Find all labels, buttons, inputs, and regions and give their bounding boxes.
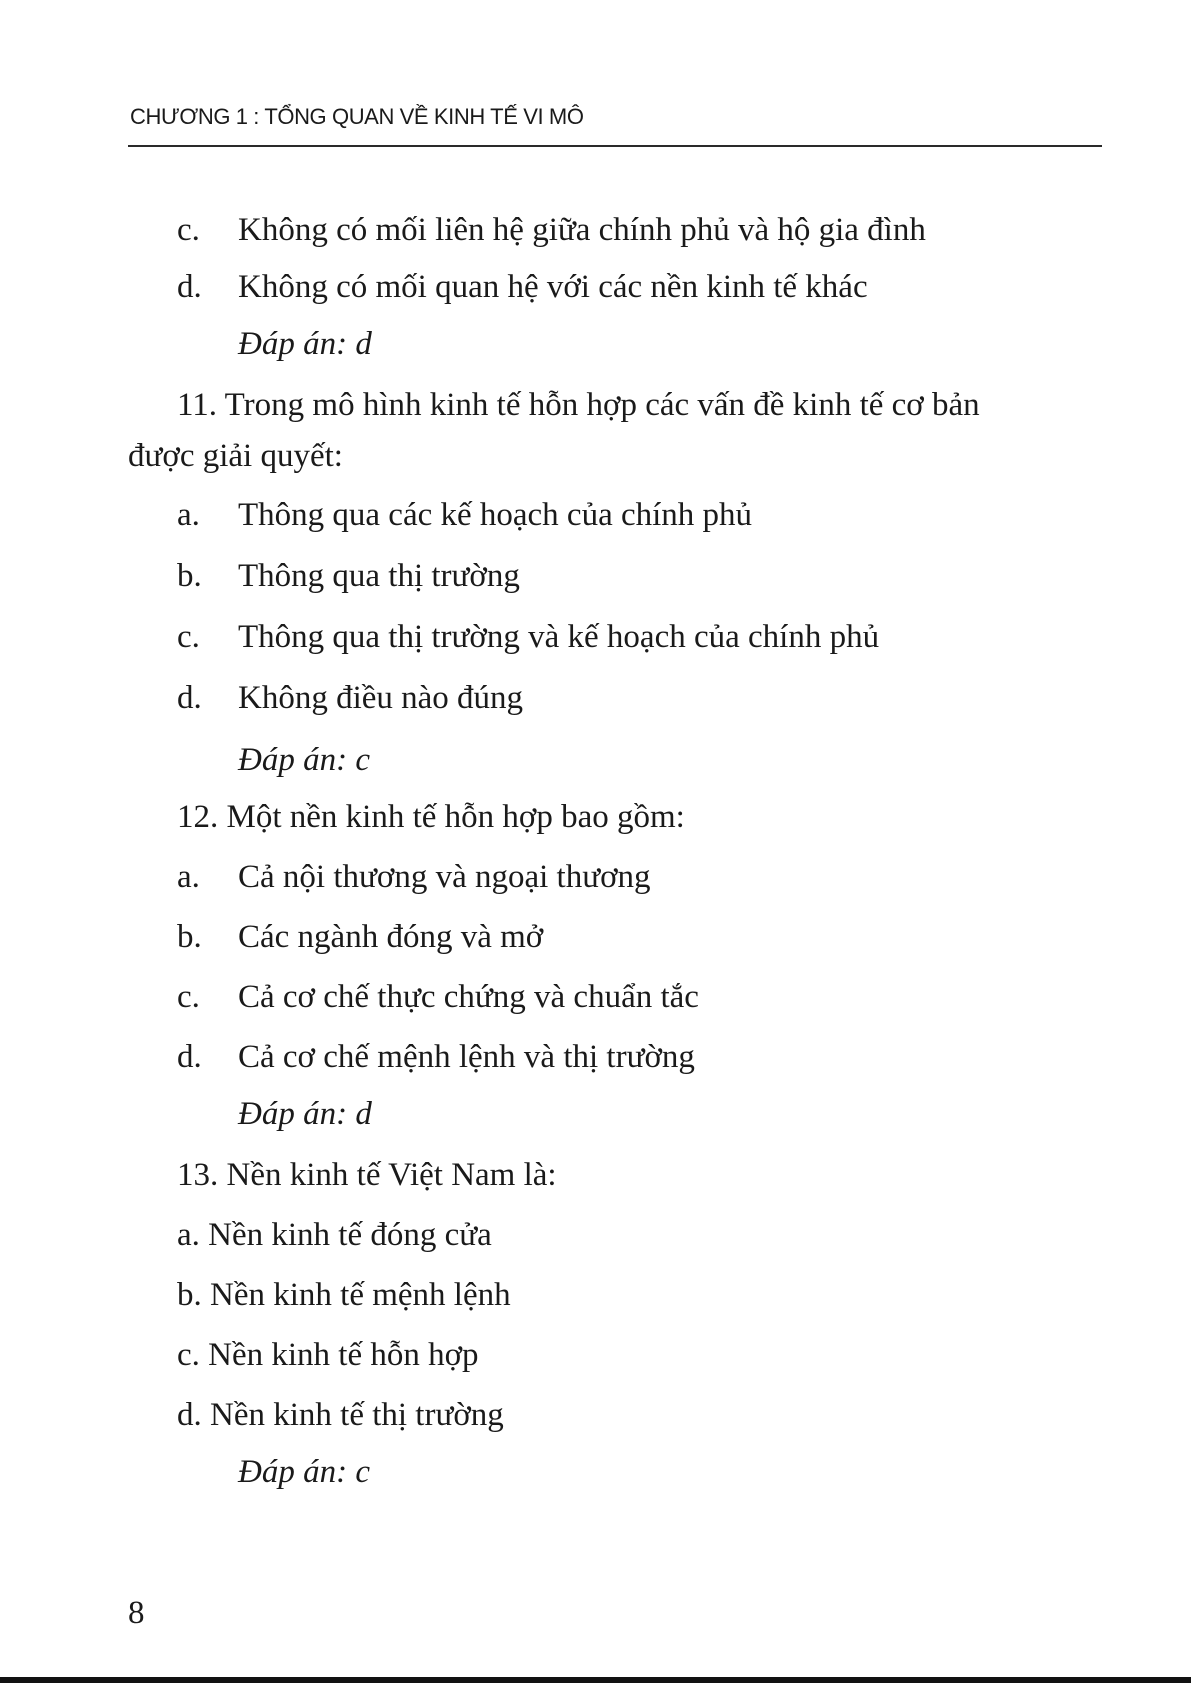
chapter-header: CHƯƠNG 1 : TỔNG QUAN VỀ KINH TẾ VI MÔ [130,104,584,129]
option-text: Thông qua thị trường [238,558,520,594]
option-text: Không điều nào đúng [238,680,524,716]
q11-option-d [177,678,523,718]
q10-option-d [177,267,868,307]
q13-option-d: d. Nền kinh tế thị trường [177,1397,504,1433]
q11-answer: Đáp án: c [238,742,370,778]
q12-option-b [177,917,543,957]
q12-option-c [177,977,699,1017]
q11-option-a [177,495,752,535]
option-label: d. [177,1039,202,1075]
q11-option-b [177,556,520,596]
q13-option-c: c. Nền kinh tế hỗn hợp [177,1337,479,1373]
option-text: Cả cơ chế thực chứng và chuẩn tắc [238,979,699,1015]
q10-answer: Đáp án: d [238,326,372,362]
option-label: d. [177,680,202,716]
q12-answer: Đáp án: d [238,1096,372,1132]
q13-stem: 13. Nền kinh tế Việt Nam là: [177,1157,557,1193]
page-number: 8 [128,1595,145,1631]
option-label: c. [177,619,200,655]
q12-stem: 12. Một nền kinh tế hỗn hợp bao gồm: [177,799,685,835]
option-text: Không có mối quan hệ với các nền kinh tế khác [238,269,868,305]
option-label: b. [177,558,202,594]
option-label: d. [177,269,202,305]
option-text: Cả cơ chế mệnh lệnh và thị trường [238,1039,695,1075]
q11-stem-line-1: 11. Trong mô hình kinh tế hỗn hợp các vấn đề kinh tế cơ bản [177,387,980,423]
option-text: Thông qua thị trường và kế hoạch của chính phủ [238,619,880,655]
scan-edge [0,1677,1191,1683]
option-text: Cả nội thương và ngoại thương [238,859,651,895]
q11-option-c [177,617,879,657]
q13-answer: Đáp án: c [238,1454,370,1490]
option-text: Các ngành đóng và mở [238,919,544,955]
q13-option-a: a. Nền kinh tế đóng cửa [177,1217,492,1253]
option-text: Không có mối liên hệ giữa chính phủ và hộ gia đình [238,212,926,248]
option-label: a. [177,859,200,895]
option-text: Thông qua các kế hoạch của chính phủ [238,497,753,533]
q12-option-d [177,1037,695,1077]
option-label: c. [177,212,200,248]
option-label: a. [177,497,200,533]
q12-option-a [177,857,651,897]
q13-option-b: b. Nền kinh tế mệnh lệnh [177,1277,511,1313]
q11-stem-line-2: được giải quyết: [128,438,343,474]
q10-option-c [177,210,926,250]
option-label: b. [177,919,202,955]
header-rule [128,145,1102,147]
option-label: c. [177,979,200,1015]
